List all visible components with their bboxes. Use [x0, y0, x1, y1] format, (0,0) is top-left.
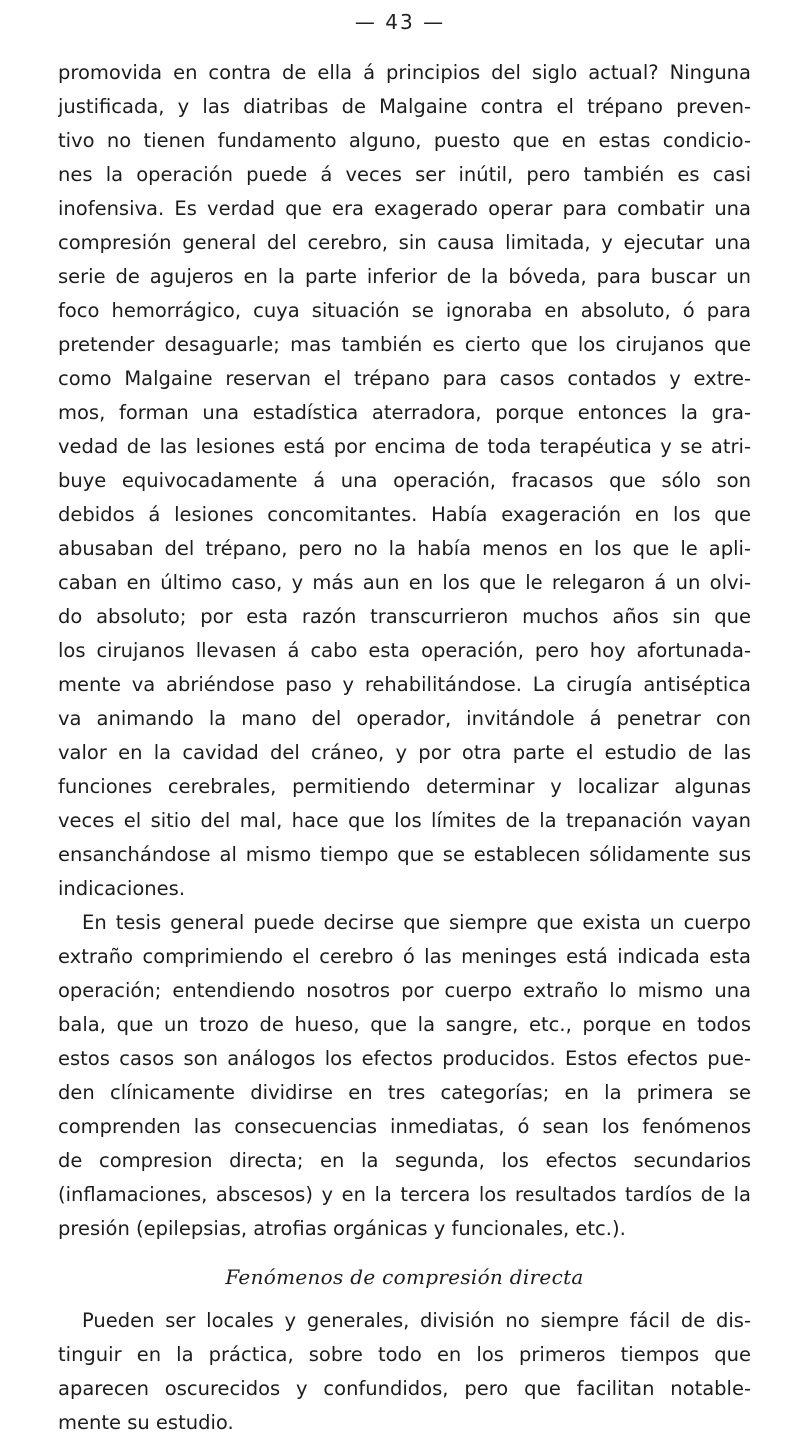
text-line: bala, que un trozo de hueso, que la sangre, etc., porque en todos: [58, 1013, 751, 1036]
text-line: justificada, y las diatribas de Malgaine contra el trépano preven-: [58, 95, 751, 118]
text-line: estos casos son análogos los efectos producidos. Estos efectos pue-: [58, 1047, 751, 1070]
page-number: — 43 —: [354, 10, 446, 34]
text-line: tivo no tienen fundamento alguno, puesto que en estas condicio-: [58, 129, 751, 152]
text-line: ensanchándose al mismo tiempo que se establecen sólidamente sus: [58, 843, 751, 866]
text-line: abusaban del trépano, pero no la había menos en los que le apli-: [58, 537, 751, 560]
text-line: nes la operación puede á veces ser inútil, pero también es casi: [58, 163, 751, 186]
text-line: inofensiva. Es verdad que era exagerado operar para combatir una: [58, 197, 751, 220]
text-line: En tesis general puede decirse que siempre que exista un cuerpo: [82, 911, 751, 934]
text-line: pretender desaguarle; mas también es cierto que los cirujanos que: [58, 333, 751, 356]
text-line: mos, forman una estadística aterradora, porque entonces la gra-: [58, 401, 751, 424]
text-line: operación; entendiendo nosotros por cuerpo extraño lo mismo una: [58, 979, 751, 1002]
text-line: buye equivocadamente á una operación, fracasos que sólo son: [58, 469, 751, 492]
text-line: foco hemorrágico, cuya situación se ignoraba en absoluto, ó para: [58, 299, 751, 322]
body-text: [58, 56, 751, 1440]
paragraph-3: [58, 1304, 751, 1440]
text-line: debidos á lesiones concomitantes. Había exageración en los que: [58, 503, 751, 526]
text-line: do absoluto; por esta razón transcurrieron muchos años sin que: [58, 605, 751, 628]
text-line: como Malgaine reservan el trépano para casos contados y extre-: [58, 367, 751, 390]
text-line: indicaciones.: [58, 877, 186, 900]
text-line: presión (epilepsias, atrofias orgánicas y funcionales, etc.).: [58, 1217, 626, 1240]
paragraph-1: [58, 56, 751, 906]
text-line: serie de agujeros en la parte inferior de la bóveda, para buscar un: [58, 265, 751, 288]
text-line: mente va abriéndose paso y rehabilitándose. La cirugía antiséptica: [58, 673, 751, 696]
text-line: vedad de las lesiones está por encima de toda terapéutica y se atri-: [58, 435, 751, 458]
text-line: aparecen oscurecidos y confundidos, pero que facilitan notable-: [58, 1377, 751, 1400]
text-line: de compresion directa; en la segunda, los efectos secundarios: [58, 1149, 751, 1172]
text-line: veces el sitio del mal, hace que los límites de la trepanación vayan: [58, 809, 751, 832]
text-line: va animando la mano del operador, invitándole á penetrar con: [58, 707, 751, 730]
text-line: mente su estudio.: [58, 1411, 234, 1434]
text-line: Pueden ser locales y generales, división no siempre fácil de dis-: [82, 1309, 751, 1332]
text-line: comprenden las consecuencias inmediatas, ó sean los fenómenos: [58, 1115, 751, 1138]
paragraph-2: [58, 906, 751, 1246]
text-line: funciones cerebrales, permitiendo determinar y localizar algunas: [58, 775, 751, 798]
text-line: los cirujanos llevasen á cabo esta operación, pero hoy afortunada-: [58, 639, 751, 662]
text-line: promovida en contra de ella á principios del siglo actual? Ninguna: [58, 61, 751, 84]
text-line: valor en la cavidad del cráneo, y por otra parte el estudio de las: [58, 741, 751, 764]
text-line: (inflamaciones, abscesos) y en la tercera los resultados tardíos de la: [58, 1183, 751, 1206]
section-heading: Fenómenos de compresión directa: [225, 1265, 584, 1289]
text-line: tinguir en la práctica, sobre todo en los primeros tiempos que: [58, 1343, 751, 1366]
text-line: caban en último caso, y más aun en los que le relegaron á un olvi-: [58, 571, 751, 594]
text-line: den clínicamente dividirse en tres categorías; en la primera se: [58, 1081, 751, 1104]
text-line: compresión general del cerebro, sin causa limitada, y ejecutar una: [58, 231, 751, 254]
text-line: extraño comprimiendo el cerebro ó las meninges está indicada esta: [58, 945, 751, 968]
